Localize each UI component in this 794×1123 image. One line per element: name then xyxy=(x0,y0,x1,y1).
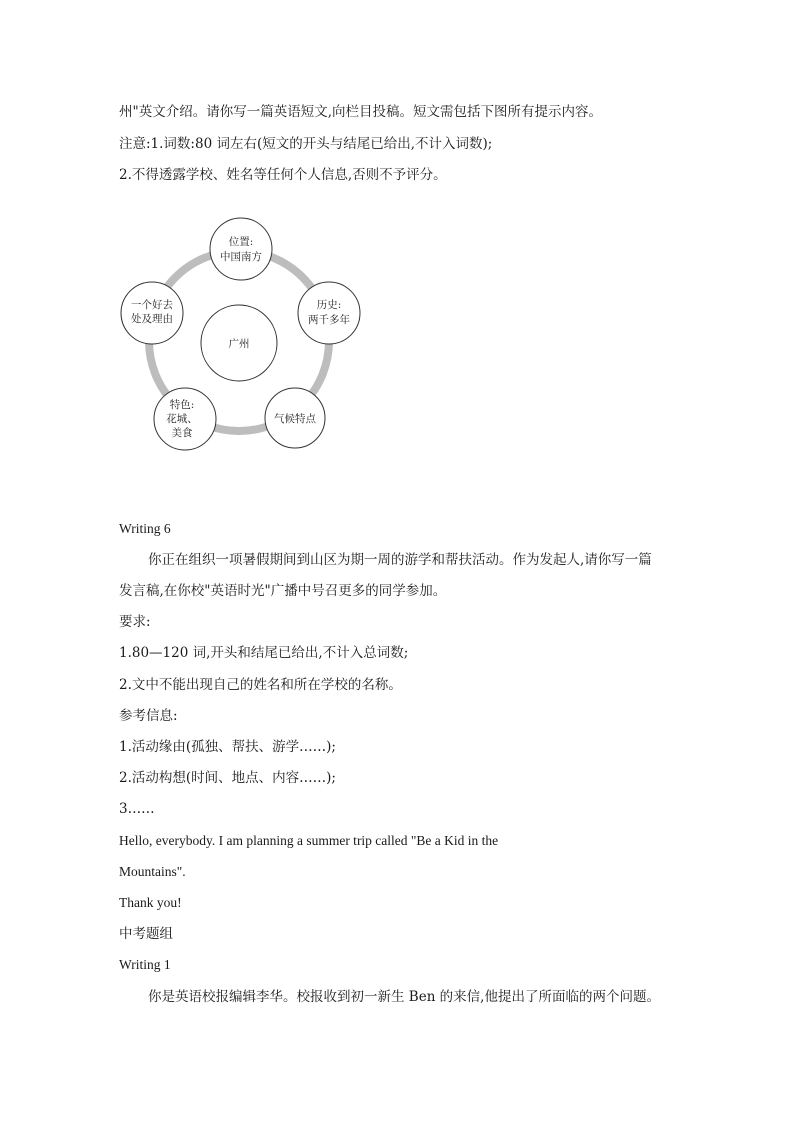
reference-1: 1.活动缘由(孤独、帮扶、游学……); xyxy=(119,739,336,755)
node-location-line1: 位置: xyxy=(228,236,254,248)
center-label: 广州 xyxy=(228,338,250,350)
reference-2: 2.活动构想(时间、地点、内容……); xyxy=(119,770,336,786)
reference-heading: 参考信息: xyxy=(119,708,178,724)
writing-6-para-line-1: 你正在组织一项暑假期间到山区为期一周的游学和帮扶活动。作为发起人,请你写一篇 xyxy=(148,552,652,568)
paragraph-line-1: 州"英文介绍。请你写一篇英语短文,向栏目投稿。短文需包括下图所有提示内容。 xyxy=(119,104,602,120)
note-line-1: 注意:1.词数:80 词左右(短文的开头与结尾已给出,不计入词数); xyxy=(119,136,493,152)
node-climate-line1: 气候特点 xyxy=(274,413,316,425)
writing-1-para-line-1: 你是英语校报编辑李华。校报收到初一新生 Ben 的来信,他提出了所面临的两个问题。 xyxy=(148,989,660,1005)
node-location-line2: 中国南方 xyxy=(220,251,262,263)
requirement-2: 2.文中不能出现自己的姓名和所在学校的名称。 xyxy=(119,677,402,693)
node-reasons-line2: 处及理由 xyxy=(131,313,173,325)
node-history-line2: 两千多年 xyxy=(308,314,350,326)
node-history xyxy=(298,282,360,344)
requirement-1: 1.80—120 词,开头和结尾已给出,不计入总词数; xyxy=(119,645,409,661)
english-closing: Thank you! xyxy=(119,895,182,910)
requirements-heading: 要求: xyxy=(119,614,151,630)
guangzhou-mind-map xyxy=(110,212,370,457)
node-history-line1: 历史: xyxy=(316,299,342,311)
node-location xyxy=(210,218,272,280)
node-features-line1: 特色: xyxy=(169,399,195,411)
section-heading-zhongkao: 中考题组 xyxy=(119,926,173,942)
note-line-2: 2.不得透露学校、姓名等任何个人信息,否则不予评分。 xyxy=(119,167,447,183)
writing-1-title: Writing 1 xyxy=(119,957,171,972)
writing-6-title: Writing 6 xyxy=(119,521,171,536)
english-opening-line-1: Hello, everybody. I am planning a summer trip called "Be a Kid in the xyxy=(119,833,499,848)
english-opening-line-2: Mountains". xyxy=(119,864,186,879)
node-features-line2: 花城、 xyxy=(166,413,198,425)
node-reasons-line1: 一个好去 xyxy=(131,299,173,311)
reference-3: 3…… xyxy=(119,801,155,817)
writing-6-para-line-2: 发言稿,在你校"英语时光"广播中号召更多的同学参加。 xyxy=(119,583,447,599)
node-features-line3: 美食 xyxy=(171,427,193,439)
